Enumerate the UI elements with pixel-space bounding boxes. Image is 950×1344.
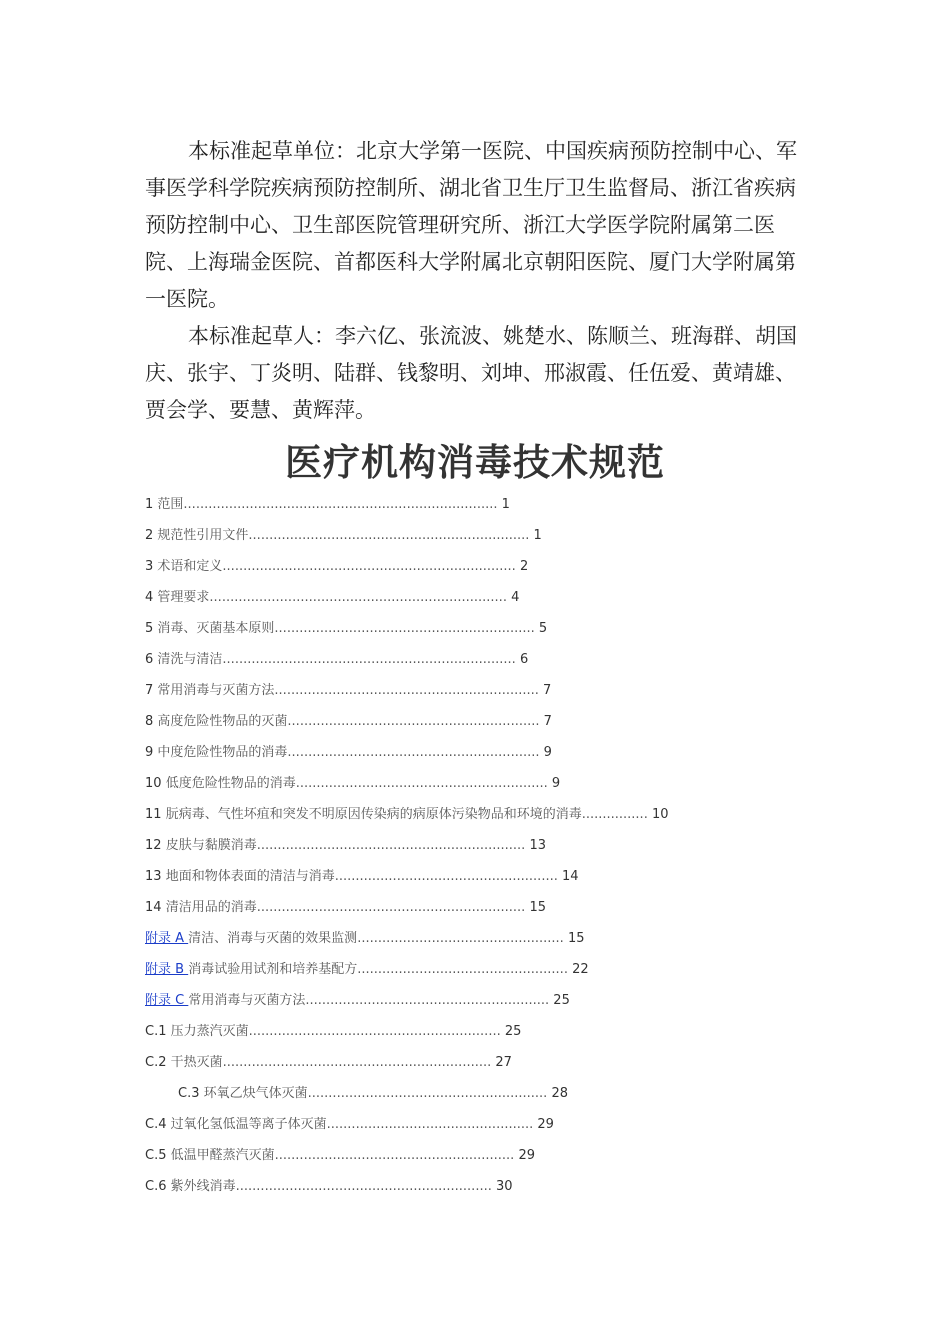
toc-leader-dots: ............................................................. (287, 745, 540, 760)
toc-leader-dots: ............................................................. (295, 776, 548, 791)
toc-page-number: 1 (529, 528, 542, 543)
toc-page-number: 1 (497, 497, 510, 512)
toc-entry[interactable] (145, 928, 845, 959)
toc-entry-number: C.6 (145, 1179, 171, 1194)
toc-entry-title: 环氧乙炔气体灭菌 (203, 1086, 308, 1101)
toc-entry-number: 1 (145, 497, 158, 512)
toc-leader-dots: ........................................................... (305, 993, 550, 1008)
toc-page-number: 25 (500, 1024, 522, 1039)
toc-page-number: 7 (539, 714, 552, 729)
toc-appendix-link[interactable]: 附录 A (145, 931, 189, 946)
toc-page-number: 15 (563, 931, 585, 946)
toc-entry-number: 14 (145, 900, 166, 915)
toc-entry-number: C.3 (178, 1086, 204, 1101)
toc-leader-dots: ................................................................. (256, 838, 526, 853)
toc-page-number: 2 (515, 559, 529, 574)
toc-entry[interactable] (145, 649, 845, 680)
toc-entry-title: 低温甲醛蒸汽灭菌 (170, 1148, 275, 1163)
toc-entry-title: 常用消毒与灭菌方法 (157, 683, 275, 698)
toc-entry[interactable] (145, 773, 845, 804)
toc-entry[interactable] (145, 1145, 845, 1176)
toc-entry[interactable] (145, 1021, 845, 1052)
toc-leader-dots: .................................................. (357, 931, 564, 946)
toc-leader-dots: ...................................................... (334, 869, 558, 884)
toc-entry-title: 紫外线消毒 (170, 1179, 236, 1194)
toc-entry-title: 中度危险性物品的消毒 (157, 745, 288, 760)
toc-entry-title: 地面和物体表面的清洁与消毒 (165, 869, 335, 884)
toc-leader-dots: ....................................................................... (222, 559, 516, 574)
toc-page-number: 22 (567, 962, 589, 977)
toc-entry[interactable] (145, 1114, 845, 1145)
toc-entry-title: 术语和定义 (157, 559, 223, 574)
toc-entry[interactable] (145, 711, 845, 742)
toc-page-number: 9 (539, 745, 552, 760)
toc-entry[interactable] (145, 587, 845, 618)
table-of-contents (145, 494, 845, 1207)
toc-entry-title: 过氧化氢低温等离子体灭菌 (170, 1117, 327, 1132)
toc-entry-number: 12 (145, 838, 166, 853)
toc-leader-dots: ....................................................................... (222, 652, 516, 667)
toc-page-number: 28 (547, 1086, 569, 1101)
toc-entry[interactable] (145, 618, 845, 649)
toc-entry-title: 朊病毒、气性坏疽和突发不明原因传染病的病原体污染物品和环境的消毒 (165, 807, 582, 822)
toc-entry-title: 规范性引用文件 (157, 528, 249, 543)
toc-entry-title: 范围 (157, 497, 184, 512)
toc-entry-number: 10 (145, 776, 166, 791)
toc-leader-dots: ................................................... (357, 962, 568, 977)
toc-entry-title: 高度危险性物品的灭菌 (157, 714, 288, 729)
toc-page-number: 15 (525, 900, 546, 915)
toc-entry-title: 干热灭菌 (170, 1055, 223, 1070)
toc-entry-title: 常用消毒与灭菌方法 (188, 993, 306, 1008)
toc-entry-number: 9 (145, 745, 158, 760)
toc-page-number: 13 (525, 838, 546, 853)
toc-page-number: 29 (514, 1148, 536, 1163)
toc-entry[interactable] (145, 897, 845, 928)
toc-page-number: 5 (534, 621, 548, 636)
toc-appendix-link[interactable]: 附录 B (145, 962, 189, 977)
toc-page-number: 7 (538, 683, 552, 698)
toc-entry-number: C.1 (145, 1024, 171, 1039)
toc-page-number: 10 (647, 807, 669, 822)
toc-leader-dots: ............................................................. (248, 1024, 501, 1039)
toc-leader-dots: .......................................................... (274, 1148, 515, 1163)
toc-leader-dots: ............................................................................ (183, 497, 498, 512)
toc-entry[interactable] (145, 680, 845, 711)
toc-entry[interactable] (145, 835, 845, 866)
toc-leader-dots: ............................................................. (287, 714, 540, 729)
toc-entry-number: 6 (145, 652, 158, 667)
toc-entry[interactable] (145, 556, 845, 587)
toc-leader-dots: ................................................................ (274, 683, 539, 698)
toc-leader-dots: .......................................................... (307, 1086, 548, 1101)
toc-entry[interactable] (145, 959, 845, 990)
toc-entry-number: 7 (145, 683, 158, 698)
toc-entry-number: C.2 (145, 1055, 171, 1070)
toc-entry-title: 清洗与清洁 (157, 652, 223, 667)
toc-entry[interactable] (145, 990, 845, 1021)
toc-leader-dots: ................ (581, 807, 648, 822)
toc-entry-number: 8 (145, 714, 158, 729)
toc-entry[interactable] (145, 866, 845, 897)
drafting-units-paragraph: 本标准起草单位：北京大学第一医院、中国疾病预防控制中心、军事医学科学院疾病预防控制所、湖北省卫生厅卫生监督局、浙江省疾病预防控制中心、卫生部医院管理研究所、浙江大学医学院附属第二医院、上海瑞金医院、首都医科大学附属北京朝阳医院、厦门大学附属第一医院。 (145, 139, 797, 311)
toc-leader-dots: .................................................................... (248, 528, 530, 543)
toc-leader-dots: ................................................................. (222, 1055, 492, 1070)
toc-page-number: 9 (547, 776, 561, 791)
toc-entry[interactable] (145, 804, 845, 835)
toc-entry[interactable] (145, 1083, 845, 1114)
toc-entry-number: 3 (145, 559, 158, 574)
toc-entry-title: 压力蒸汽灭菌 (170, 1024, 249, 1039)
toc-entry-number: 11 (145, 807, 166, 822)
toc-page-number: 6 (515, 652, 529, 667)
toc-entry-title: 消毒试验用试剂和培养基配方 (188, 962, 358, 977)
toc-entry[interactable] (145, 742, 845, 773)
toc-leader-dots: .................................................. (326, 1117, 534, 1132)
toc-entry-title: 皮肤与黏膜消毒 (165, 838, 257, 853)
toc-entry[interactable] (145, 1052, 845, 1083)
drafting-authors-paragraph: 本标准起草人：李六亿、张流波、姚楚水、陈顺兰、班海群、胡国庆、张宇、丁炎明、陆群、钱黎明、刘坤、邢淑霞、任伍爱、黄靖雄、贾会学、要慧、黄辉萍。 (145, 324, 797, 422)
toc-entry-title: 消毒、灭菌基本原则 (157, 621, 275, 636)
toc-entry-number: C.5 (145, 1148, 171, 1163)
toc-entry-number: 13 (145, 869, 166, 884)
toc-page-number: 27 (491, 1055, 512, 1070)
toc-leader-dots: ................................................................. (256, 900, 526, 915)
toc-entry[interactable] (145, 1176, 845, 1207)
toc-page-number: 29 (533, 1117, 554, 1132)
toc-page-number: 25 (549, 993, 570, 1008)
toc-entry[interactable] (145, 525, 845, 556)
toc-entry[interactable] (145, 494, 845, 525)
toc-entry-number: 4 (145, 590, 158, 605)
toc-entry-title: 清洁、消毒与灭菌的效果监测 (188, 931, 358, 946)
toc-page-number: 30 (491, 1179, 513, 1194)
document-title: 医疗机构消毒技术规范 (285, 441, 665, 484)
toc-entry-number: C.4 (145, 1117, 171, 1132)
toc-leader-dots: ........................................................................ (209, 590, 507, 605)
toc-entry-title: 管理要求 (157, 590, 210, 605)
toc-entry-number: 2 (145, 528, 158, 543)
toc-appendix-link[interactable]: 附录 C (145, 993, 189, 1008)
toc-page-number: 14 (557, 869, 579, 884)
toc-entry-number: 5 (145, 621, 158, 636)
toc-entry-title: 清洁用品的消毒 (165, 900, 257, 915)
toc-leader-dots: .............................................................. (235, 1179, 492, 1194)
toc-leader-dots: ............................................................... (274, 621, 535, 636)
toc-page-number: 4 (506, 590, 520, 605)
toc-entry-title: 低度危险性物品的消毒 (165, 776, 296, 791)
